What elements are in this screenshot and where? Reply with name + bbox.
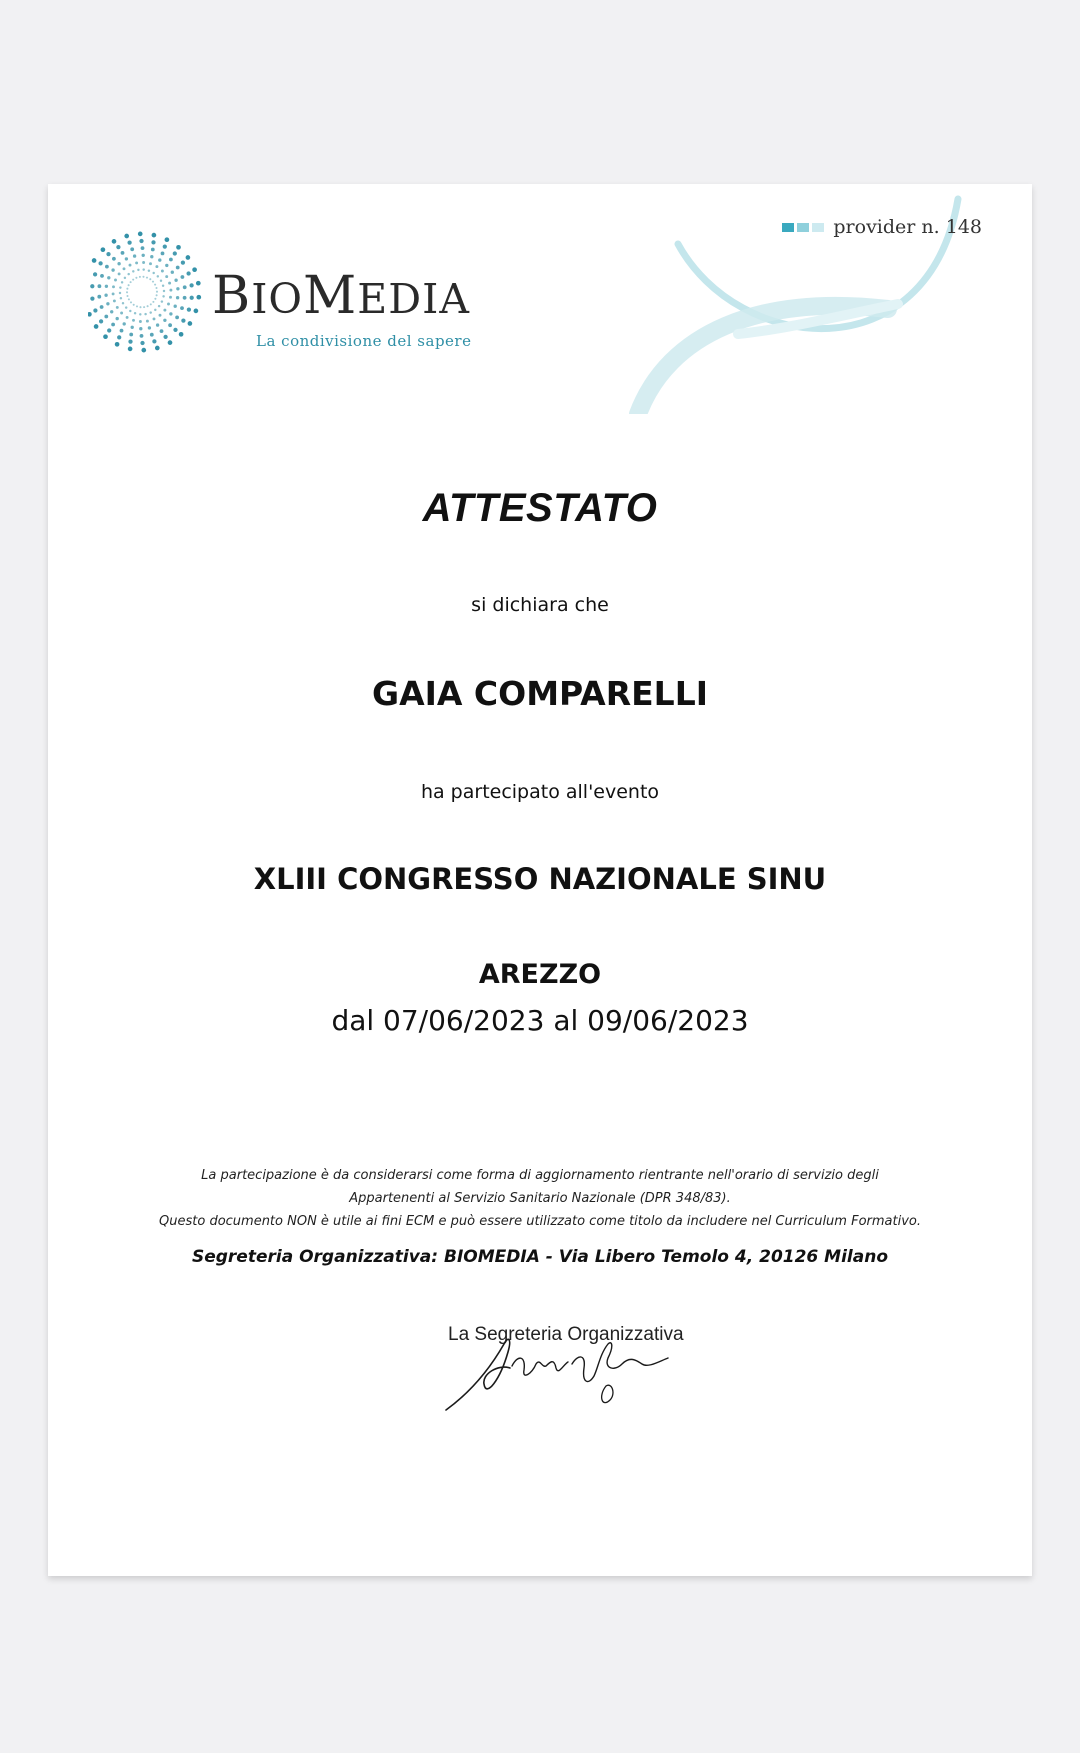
logo-tagline: La condivisione del sapere: [256, 332, 472, 350]
certificate-title: ATTESTATO: [422, 486, 658, 530]
note-line-1: La partecipazione è da considerarsi come forma di aggiornamento rientrante nell'orario di servizio degli: [201, 1168, 879, 1183]
certificate-page: [48, 184, 1032, 1576]
provider-text: provider n. 148: [833, 216, 982, 238]
logo-name-text: BIOMEDIA: [212, 266, 470, 326]
note-line-2: Appartenenti al Servizio Sanitario Nazionale (DPR 348/83).: [349, 1191, 731, 1206]
signature-label: La Segreteria Organizzativa: [448, 1324, 684, 1345]
participation-text: ha partecipato all'evento: [420, 781, 660, 803]
dotted-spiral-icon: [88, 230, 212, 360]
secretariat-address: Segreteria Organizzativa: BIOMEDIA - Via Libero Temolo 4, 20126 Milano: [191, 1247, 888, 1267]
handwritten-signature: [438, 1324, 698, 1424]
event-dates: dal 07/06/2023 al 09/06/2023: [331, 1004, 749, 1037]
declaration-text: si dichiara che: [471, 594, 609, 616]
event-city: AREZZO: [478, 959, 602, 990]
note-line-3: Questo documento NON è utile ai fini ECM e può essere utilizzato come titolo da includere nel Curriculum Formativo.: [159, 1214, 921, 1229]
provider-label: [782, 216, 982, 238]
signature-block: [438, 1324, 698, 1424]
logo-name: [212, 266, 470, 326]
event-name: XLIII CONGRESSO NAZIONALE SINU: [253, 862, 827, 896]
three-teal-squares-icon: [782, 223, 824, 232]
biomedia-logo: [88, 230, 508, 360]
participant-name: GAIA COMPARELLI: [371, 674, 709, 713]
